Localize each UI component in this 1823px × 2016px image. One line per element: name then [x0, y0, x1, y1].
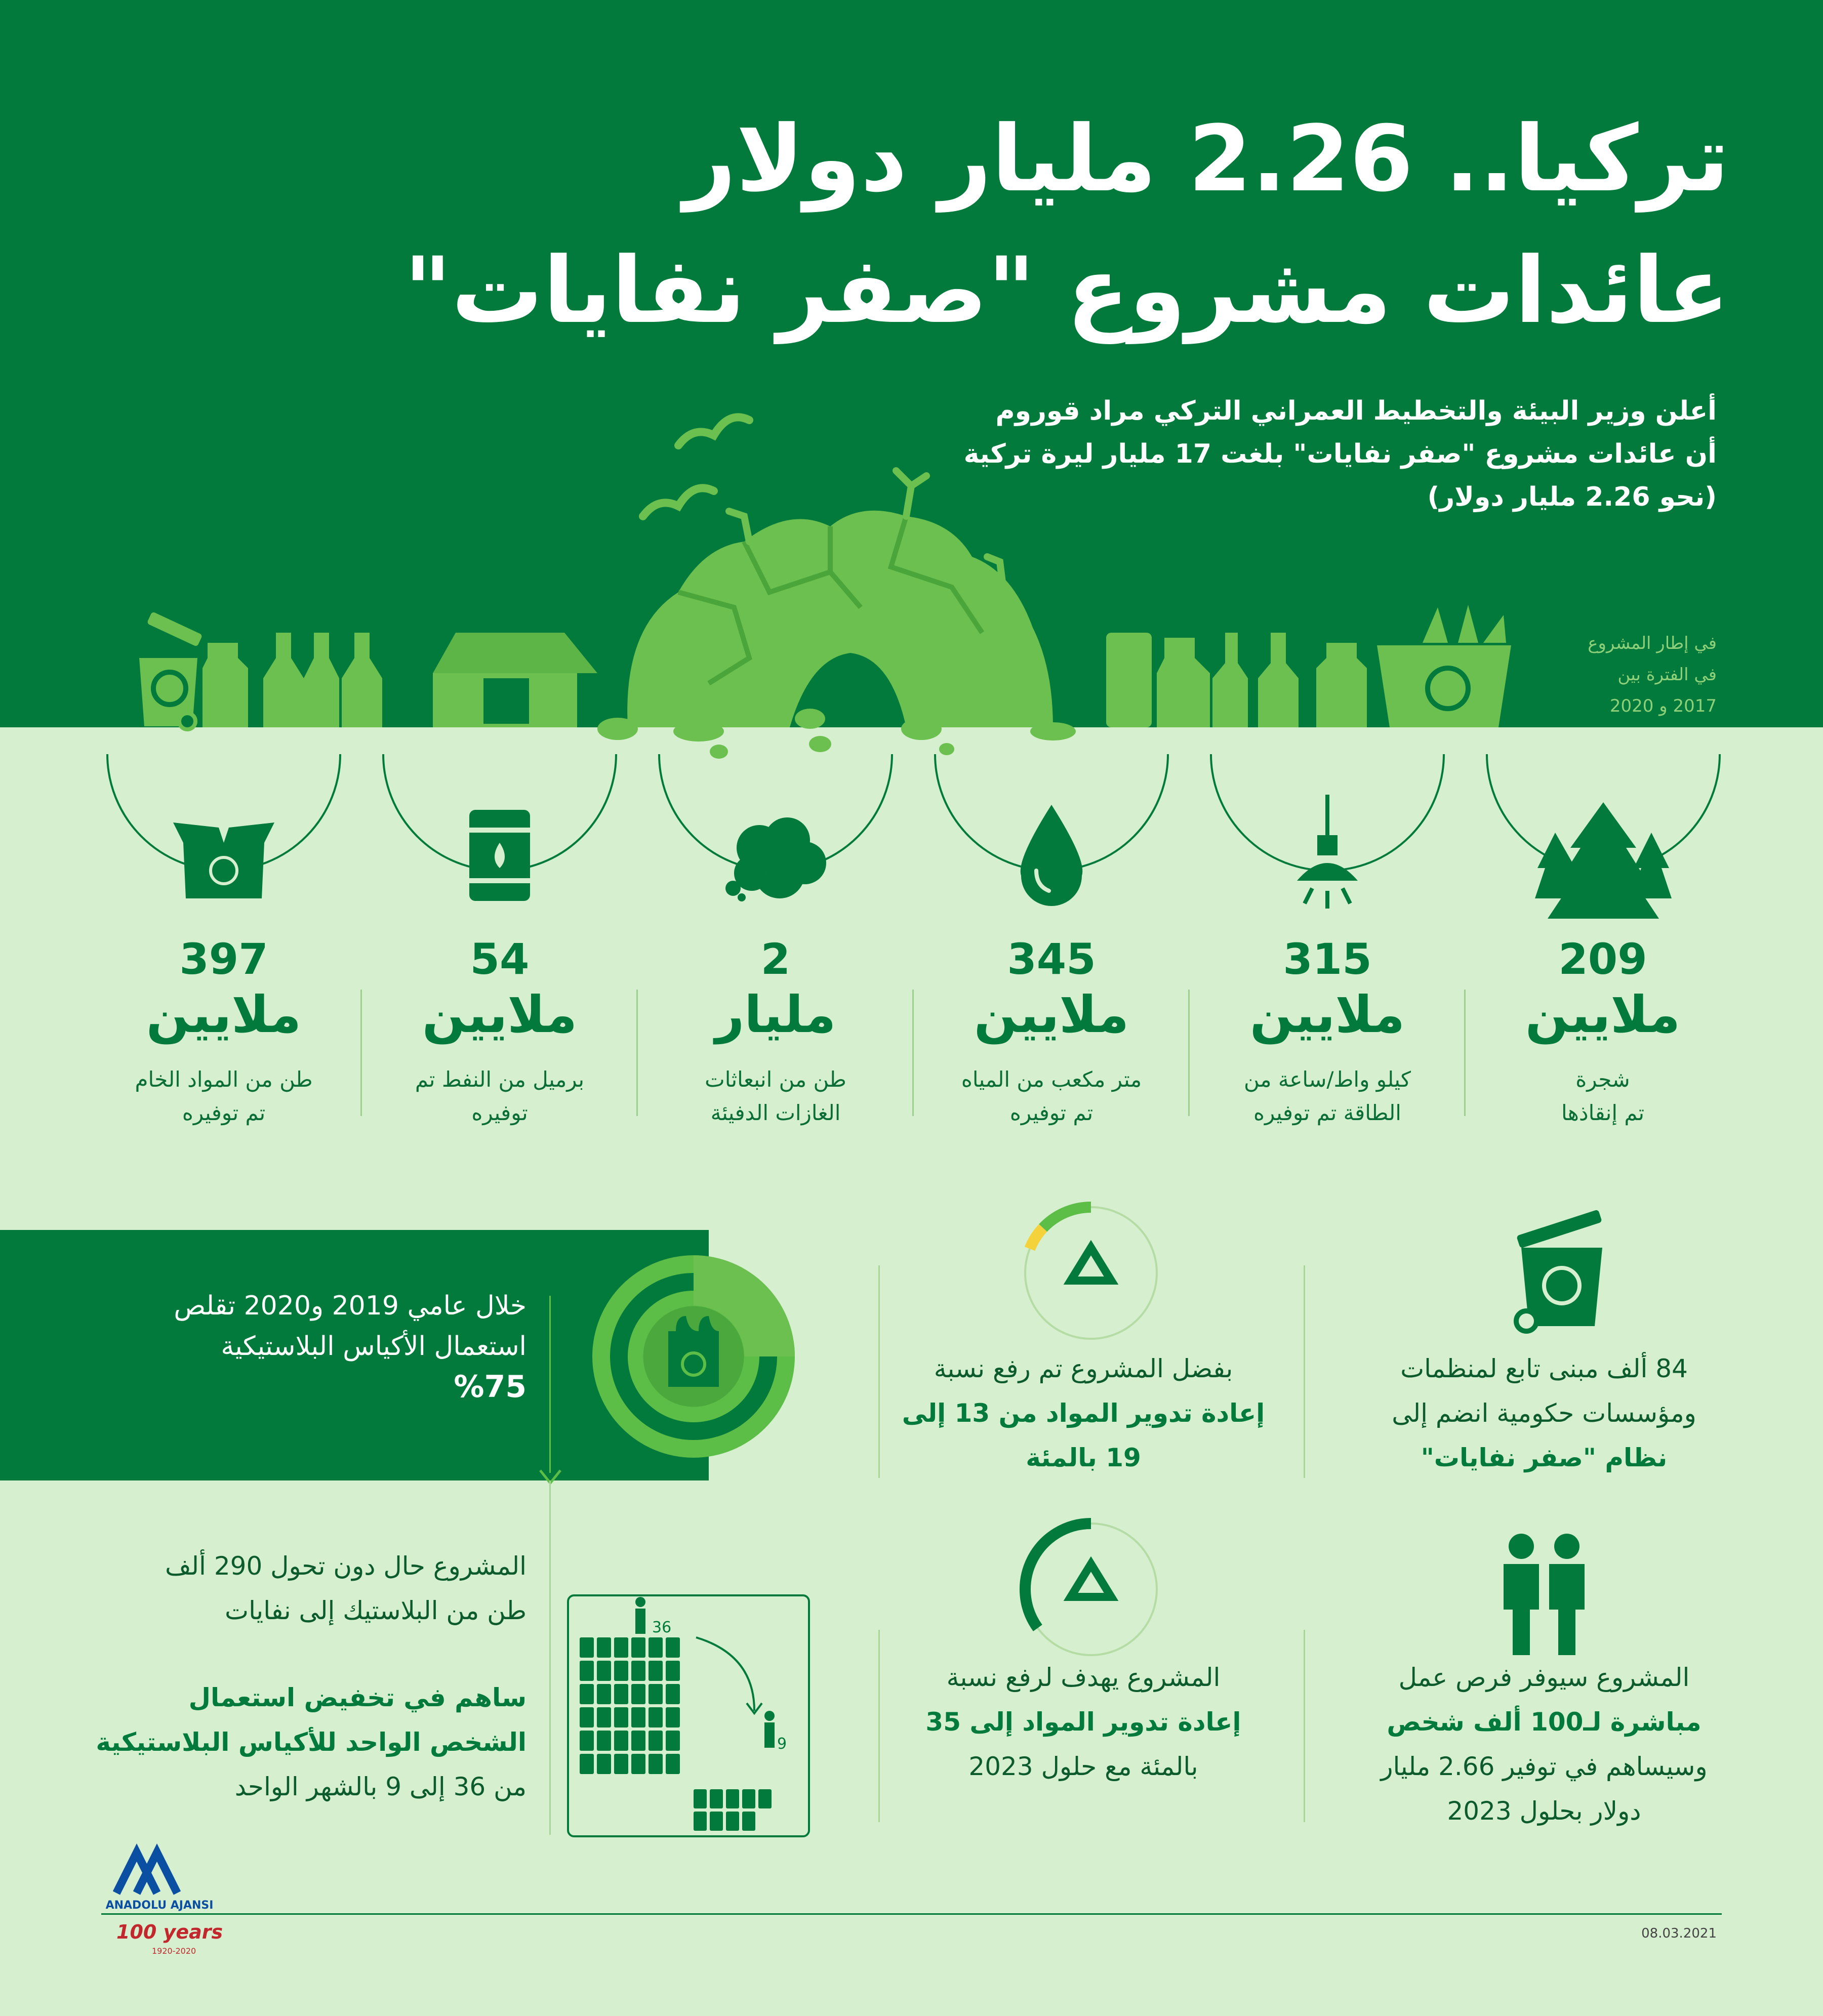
plastic-bag-icon: [631, 1684, 645, 1704]
stat-desc: شجرة: [1575, 1067, 1630, 1092]
stat-number: 2: [760, 934, 791, 984]
anniversary-years: 1920-2020: [152, 1946, 196, 1956]
bottles-left-icon: [202, 633, 382, 727]
plastic-bag-icon: [649, 1754, 663, 1774]
text-line: إعادة تدوير المواد من 13 إلى: [902, 1398, 1265, 1428]
trash-bin-icon: [1511, 1202, 1612, 1334]
progress-arc: [1043, 1207, 1091, 1228]
brand-name: ANADOLU AJANSI: [105, 1899, 214, 1912]
oil-barrel-icon: [467, 807, 533, 903]
intro-line-2: أن عائدات مشروع "صفر نفايات" بلغت 17 مليار ليرة تركية: [963, 439, 1717, 469]
recycle-symbol-icon: [1071, 1248, 1111, 1281]
per-person-text: [76, 1675, 526, 1809]
water-drop-icon: [1016, 805, 1087, 906]
footer-rule: [101, 1913, 1722, 1915]
stat-raw-materials: [87, 931, 360, 1130]
publish-date: 08.03.2021: [1641, 1926, 1717, 1941]
stat-desc: تم إنقاذها: [1561, 1100, 1645, 1125]
stat-number: 315: [1283, 934, 1372, 984]
stat-unit: مليار: [715, 985, 836, 1044]
cardboard-box-icon: [433, 633, 597, 727]
plastic-bag-icon: [614, 1754, 628, 1774]
plastic-bag-icon: [666, 1754, 680, 1774]
stat-unit: ملايين: [1249, 985, 1405, 1044]
bottles-right-icon: [1106, 633, 1367, 727]
plastic-bag-icon: [631, 1661, 645, 1681]
text-line: إعادة تدوير المواد إلى 35: [925, 1707, 1241, 1737]
divider: [1188, 990, 1190, 1116]
divider: [1304, 1630, 1305, 1822]
plastic-bag-icon: [666, 1684, 680, 1704]
anniversary-mark: 100 years: [116, 1921, 223, 1943]
plastic-bag-icon: [580, 1661, 594, 1681]
plastic-bag-icon: [631, 1637, 645, 1658]
plastic-bag-icon: [631, 1731, 645, 1751]
recycling-current-text: [871, 1346, 1296, 1480]
intro-line-1: أعلن وزير البيئة والتخطيط العمراني التركي مراد قوروم: [995, 396, 1717, 426]
intro-line-3: (نحو 2.26 مليار دولار): [1427, 482, 1717, 512]
jobs-text: [1316, 1655, 1772, 1833]
text-line: مباشرة لـ100 ألف شخص: [1387, 1707, 1702, 1737]
text-line: المشروع يهدف لرفع نسبة: [946, 1663, 1221, 1692]
person-icon: [764, 1711, 775, 1748]
people-icon: [1498, 1534, 1590, 1655]
recycling-target-ring: [1015, 1513, 1167, 1665]
plastic-bag-icon: [614, 1731, 628, 1751]
plastic-bag-icon: [742, 1789, 755, 1808]
plastic-bag-icon: [597, 1731, 611, 1751]
stat-desc: توفيره: [471, 1100, 528, 1125]
divider: [636, 990, 638, 1116]
text-line: دولار بحلول 2023: [1447, 1796, 1641, 1826]
period-line-2: في الفترة بين: [1617, 665, 1717, 685]
plastic-bag-icon: [597, 1661, 611, 1681]
stat-number: 397: [179, 934, 268, 984]
plastic-tons-text: [76, 1544, 526, 1633]
recycle-symbol-icon: [1071, 1564, 1111, 1597]
person-icon: [635, 1597, 645, 1634]
plastic-bag-icon: [580, 1637, 594, 1658]
bags-before-grid: [580, 1637, 680, 1774]
text-line: طن من البلاستيك إلى نفايات: [225, 1596, 526, 1625]
plastic-bag-icon: [694, 1789, 707, 1808]
trees-icon: [1535, 802, 1672, 924]
plastic-bag-icon: [726, 1812, 739, 1831]
stat-number: 54: [470, 934, 530, 984]
plastic-bag-icon: [758, 1789, 772, 1808]
plastic-bag-icon: [649, 1731, 663, 1751]
plastic-bag-icon: [580, 1684, 594, 1704]
stat-energy: [1191, 931, 1464, 1130]
title-line-1: تركيا.. 2.26 مليار دولار: [683, 106, 1729, 212]
plastic-bag-icon: [649, 1661, 663, 1681]
after-label: 9: [777, 1735, 787, 1753]
stat-unit: ملايين: [146, 985, 302, 1044]
stat-water: [915, 931, 1188, 1130]
plastic-bag-icon: [649, 1707, 663, 1727]
text-line: ساهم في تخفيض استعمال: [188, 1683, 526, 1712]
divider: [360, 990, 362, 1116]
title-line-2: عائدات مشروع "صفر نفايات": [404, 238, 1729, 344]
plastic-bag-icon: [614, 1637, 628, 1658]
text-line: من 36 إلى 9 بالشهر الواحد: [234, 1772, 526, 1801]
plastic-bag-icon: [666, 1661, 680, 1681]
plastic-bag-icon: [597, 1684, 611, 1704]
stat-desc: طن من انبعاثات: [705, 1067, 846, 1092]
plastic-bag-icon: [694, 1812, 707, 1831]
stat-number: 345: [1007, 934, 1096, 984]
text-line: المشروع سيوفر فرص عمل: [1398, 1663, 1690, 1692]
recycling-target-text: [871, 1655, 1296, 1789]
plastic-bag-icon: [614, 1707, 628, 1727]
divider: [1304, 1265, 1305, 1478]
divider: [1464, 990, 1466, 1116]
text-line: 84 ألف مبنى تابع لمنظمات: [1400, 1354, 1688, 1383]
connector-line: [549, 1480, 551, 1835]
plastic-bag-icon: [597, 1637, 611, 1658]
stat-desc: كيلو واط/ساعة من: [1244, 1067, 1411, 1092]
birds-icon: [643, 417, 749, 516]
waste-illustration: [0, 0, 1823, 759]
plastic-bag-icon: [666, 1707, 680, 1727]
connector-line: [549, 1296, 551, 1473]
plastic-bag-icon: [726, 1789, 739, 1808]
progress-arc-gain: [1030, 1228, 1043, 1249]
stat-trees: [1466, 931, 1739, 1130]
period-line-1: في إطار المشروع: [1588, 633, 1717, 653]
plastic-bag-icon: [580, 1731, 594, 1751]
period-line-3: 2017 و 2020: [1609, 696, 1717, 716]
stat-desc: برميل من النفط تم: [415, 1067, 585, 1092]
text-line: وسيساهم في توفير 2.66 مليار: [1381, 1752, 1708, 1781]
stat-emissions: [639, 931, 912, 1130]
recycling-progress-ring: [1015, 1197, 1167, 1349]
plastic-bag-icon: [666, 1637, 680, 1658]
text-line: خلال عامي 2019 و2020 تقلص: [174, 1291, 526, 1321]
plastic-bag-icon: [631, 1754, 645, 1774]
plastic-bag-icon: [580, 1707, 594, 1727]
buildings-text: [1336, 1346, 1752, 1480]
plastic-bags-text: [61, 1286, 526, 1407]
plastic-bag-icon: [742, 1812, 755, 1831]
stat-unit: ملايين: [1525, 985, 1681, 1044]
plastic-bag-icon: [614, 1684, 628, 1704]
plastic-bag-icon: [614, 1661, 628, 1681]
plastic-bag-icon: [597, 1754, 611, 1774]
stat-unit: ملايين: [422, 985, 578, 1044]
anadolu-logo-icon: [106, 1847, 187, 1898]
plastic-bag-icon: [649, 1637, 663, 1658]
text-line: بالمئة مع حلول 2023: [968, 1752, 1198, 1781]
stat-desc: طن من المواد الخام: [135, 1067, 313, 1092]
stat-desc: متر مكعب من المياه: [961, 1067, 1142, 1092]
stat-unit: ملايين: [974, 985, 1129, 1044]
text-line: ومؤسسات حكومية انضم إلى: [1392, 1398, 1696, 1428]
stat-desc: الطاقة تم توفيره: [1253, 1100, 1401, 1125]
plastic-bag-icon: [649, 1684, 663, 1704]
text-line: 19 بالمئة: [1026, 1443, 1141, 1472]
plastic-bag-donut: [587, 1250, 800, 1463]
text-line: استعمال الأكياس البلاستيكية: [221, 1331, 526, 1362]
percent-value: %75: [454, 1369, 526, 1405]
text-line: نظام "صفر نفايات": [1421, 1443, 1668, 1472]
stat-oil: [363, 931, 636, 1130]
text-line: المشروع حال دون تحول 290 ألف: [165, 1551, 526, 1581]
plastic-bag-icon: [666, 1731, 680, 1751]
waste-heap-icon: [597, 471, 1076, 759]
plastic-bag-icon: [597, 1707, 611, 1727]
text-line: بفضل المشروع تم رفع نسبة: [934, 1354, 1233, 1383]
divider: [878, 1265, 880, 1478]
stat-desc: الغازات الدفيئة: [710, 1100, 841, 1125]
plastic-bag-icon: [710, 1789, 723, 1808]
stat-desc: تم توفيره: [1009, 1100, 1093, 1125]
bags-after-grid: [694, 1789, 772, 1831]
lamp-icon: [1287, 795, 1368, 916]
divider: [912, 990, 914, 1116]
plastic-bag-icon: [710, 1812, 723, 1831]
recycle-box-icon: [173, 812, 274, 903]
plastic-bag-icon: [580, 1754, 594, 1774]
stat-desc: تم توفيره: [182, 1100, 266, 1125]
before-label: 36: [652, 1619, 672, 1636]
bags-comparison-panel: [567, 1594, 810, 1837]
text-line: الشخص الواحد للأكياس البلاستيكية: [96, 1727, 526, 1757]
stat-number: 209: [1558, 934, 1647, 984]
gas-cloud-icon: [724, 812, 830, 903]
plastic-bag-icon: [631, 1707, 645, 1727]
